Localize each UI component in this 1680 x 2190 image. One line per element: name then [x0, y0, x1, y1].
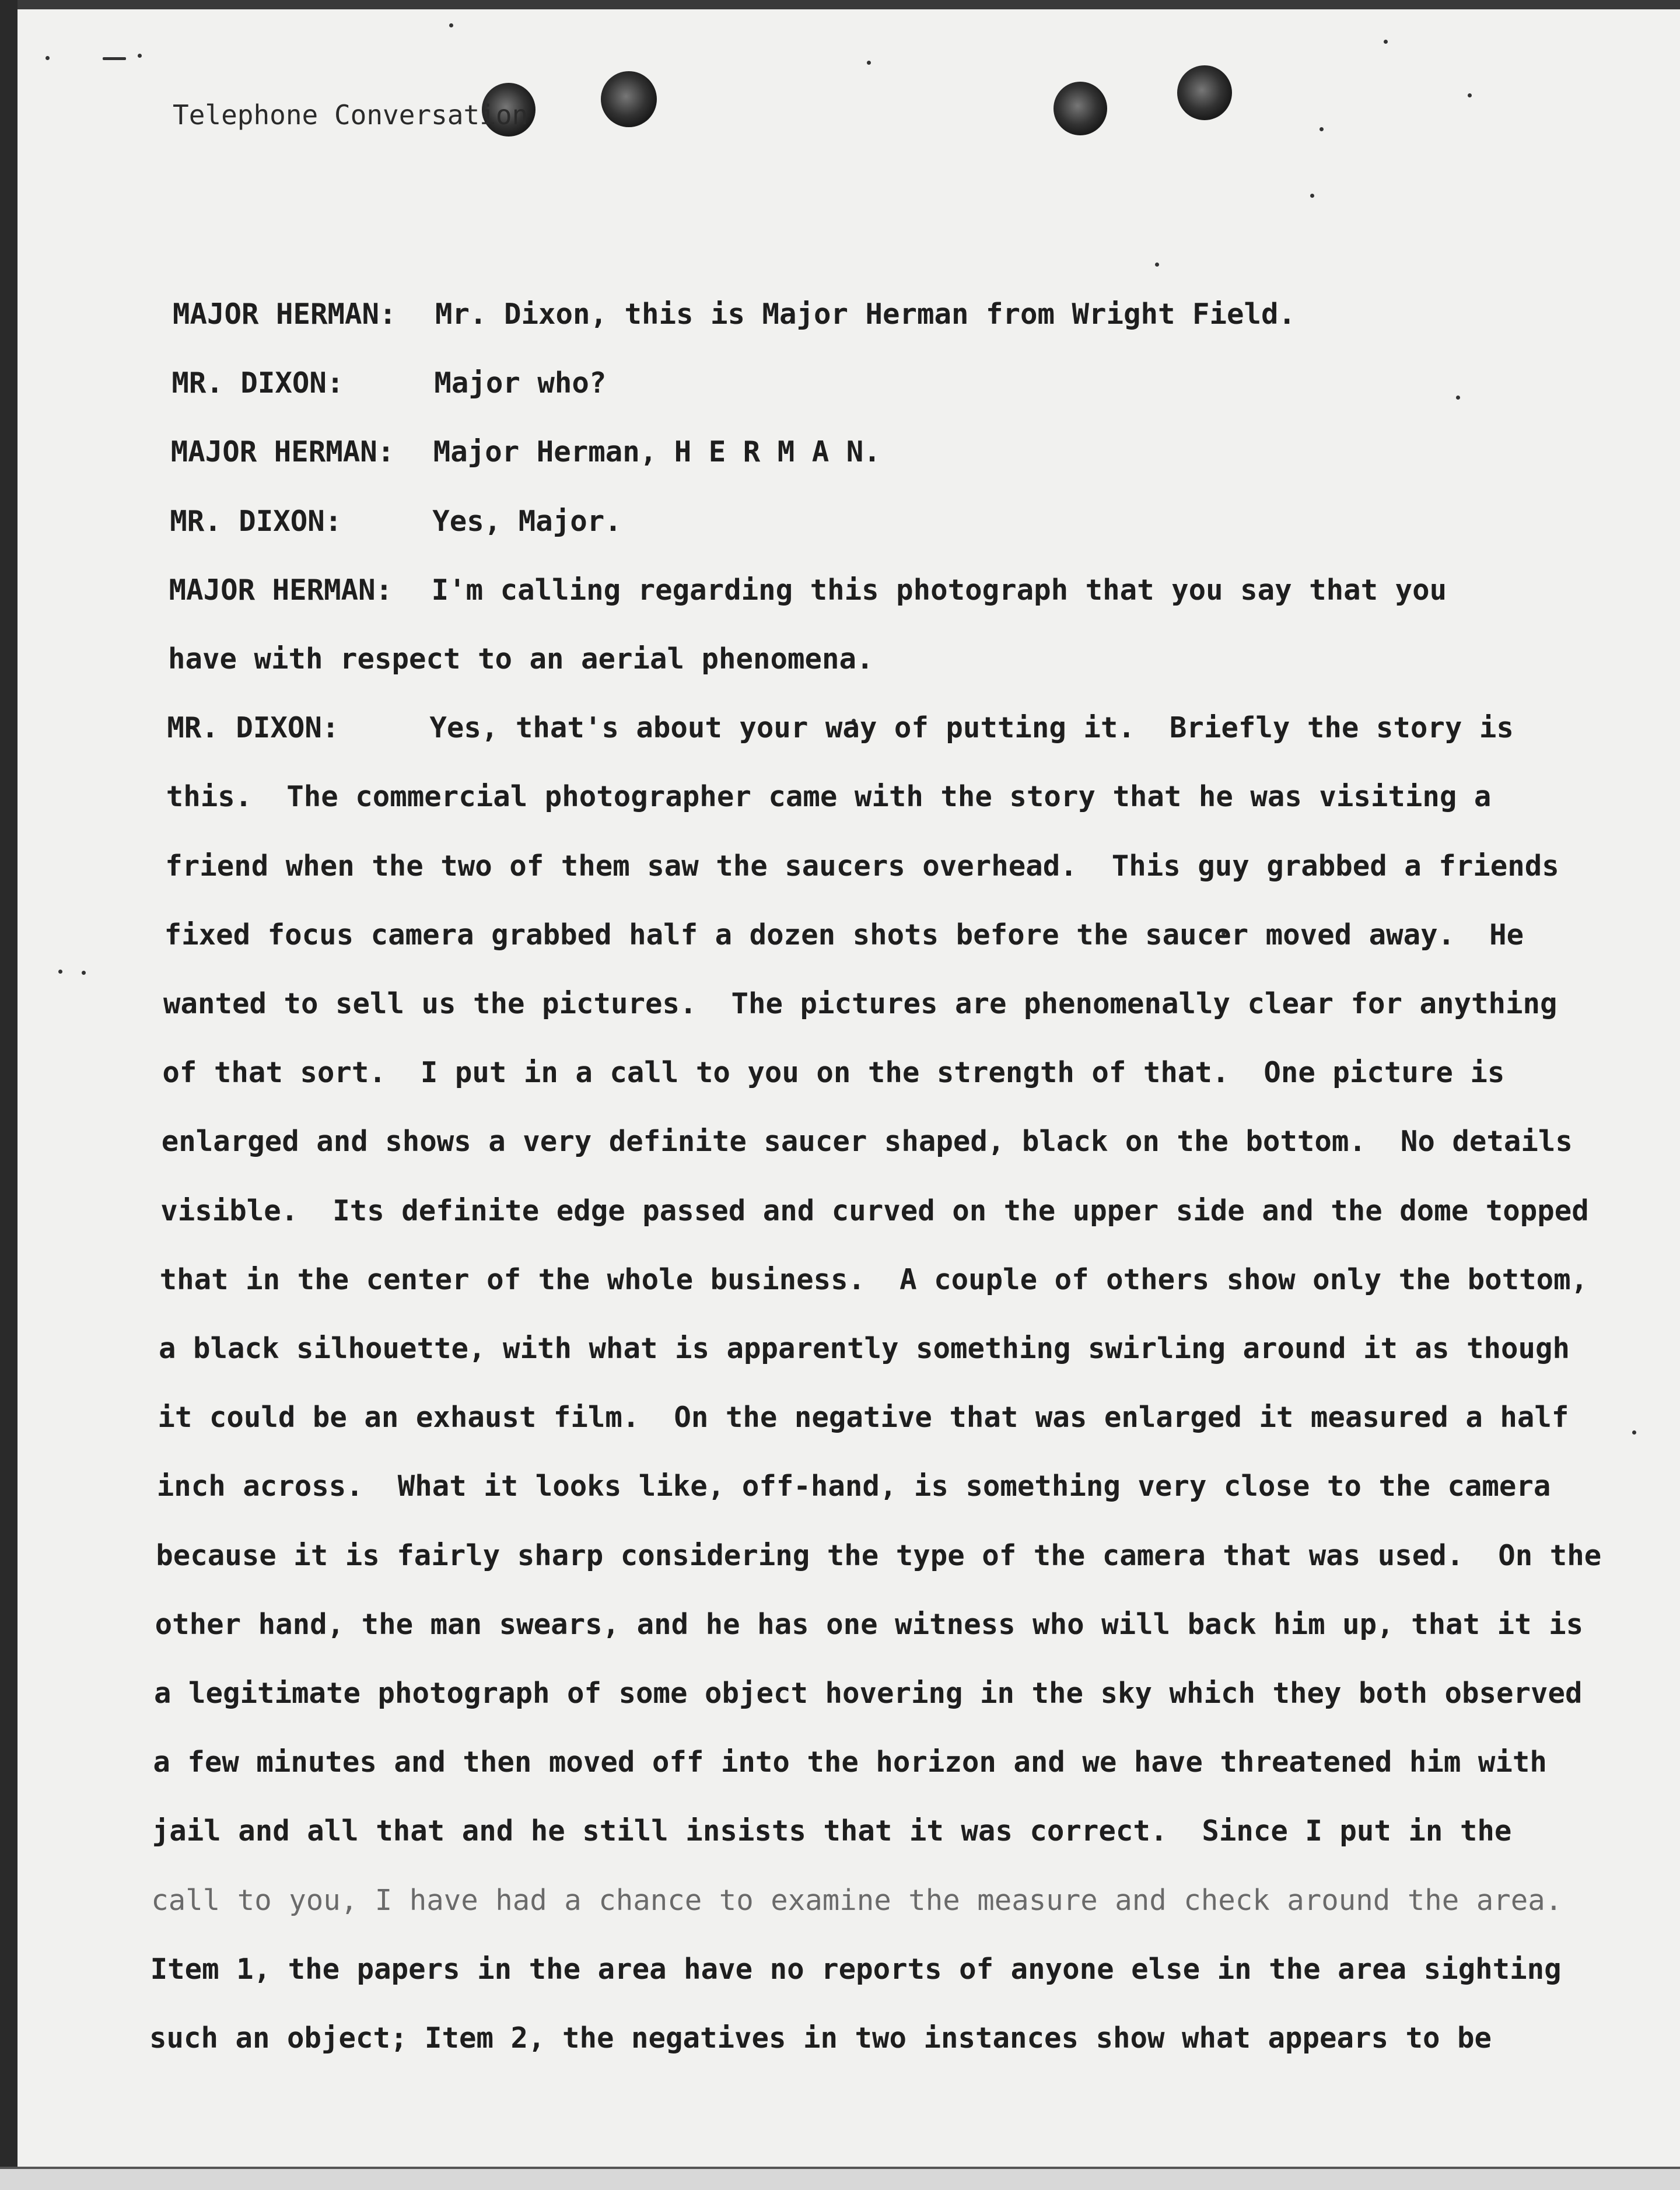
transcript-line — [165, 849, 1559, 883]
line-text: a few minutes and then moved off into the horizon and we have threatened him with — [153, 1745, 1547, 1779]
transcript-line — [152, 1814, 1512, 1848]
line-text: other hand, the man swears, and he has one witness who will back him up, that it is — [155, 1607, 1584, 1641]
line-text: Yes, that's about your way of putting it. Briefly the story is — [429, 711, 1514, 745]
line-text: inch across. What it looks like, off-hand, is something very close to the camera — [156, 1470, 1551, 1503]
line-text: Major Herman, H E R M A N. — [433, 435, 881, 469]
line-text: fixed focus camera grabbed half a dozen shots before the saucer moved away. He — [164, 918, 1524, 951]
line-text: Yes, Major. — [432, 504, 622, 538]
speaker-label: MR. DIXON: — [172, 366, 344, 400]
transcript-line — [170, 505, 622, 538]
speaker-label: MAJOR HERMAN: — [173, 298, 397, 331]
line-text: wanted to sell us the pictures. The pictures are phenomenally clear for anything — [163, 987, 1558, 1020]
transcript-line — [164, 918, 1524, 951]
scan-speck — [1384, 40, 1388, 44]
transcript-line — [155, 1608, 1584, 1641]
line-text: it could be an exhaust film. On the negative that was enlarged it measured a half — [158, 1401, 1569, 1435]
line-text: jail and all that and he still insists that it was correct. Since I put in the — [152, 1814, 1512, 1848]
line-text: because it is fairly sharp considering the type of the camera that was used. On the — [156, 1538, 1602, 1572]
transcript-line — [158, 1401, 1569, 1434]
scan-speck — [1468, 93, 1472, 97]
transcript-line — [160, 1194, 1589, 1227]
scan-speck — [103, 57, 126, 60]
transcript-line — [169, 573, 1447, 607]
scan-speck — [1310, 194, 1314, 198]
scan-speck — [1320, 127, 1324, 131]
punch-hole — [601, 71, 657, 127]
transcript-line — [162, 1056, 1504, 1089]
transcript-line — [163, 987, 1558, 1020]
transcript-line — [153, 1745, 1547, 1779]
scan-speck — [138, 54, 142, 58]
transcript-line — [157, 1470, 1551, 1503]
line-text: I'm calling regarding this photograph that you say that you — [431, 573, 1447, 607]
line-text: a legitimate photograph of some object hovering in the sky which they both observed — [154, 1677, 1583, 1710]
line-text: friend when the two of them saw the saucers overhead. This guy grabbed a friends — [165, 849, 1559, 883]
transcript-line — [168, 642, 874, 676]
line-text: this. The commercial photographer came with the story that he was visiting a — [166, 780, 1492, 814]
transcript-line — [172, 366, 606, 400]
transcript-line — [166, 780, 1492, 813]
line-text: enlarged and shows a very definite saucer shaped, black on the bottom. No details — [161, 1125, 1573, 1159]
line-text: call to you, I have had a chance to examine the measure and check around the area. — [151, 1883, 1563, 1917]
transcript-line — [159, 1332, 1570, 1365]
transcript-line — [160, 1263, 1588, 1296]
transcript-line — [156, 1539, 1601, 1572]
speaker-label: MR. DIXON: — [170, 504, 342, 538]
line-text: Mr. Dixon, this is Major Herman from Wright Field. — [435, 298, 1296, 331]
line-text: visible. Its definite edge passed and curved on the upper side and the dome topped — [160, 1194, 1589, 1227]
punch-hole — [1177, 65, 1232, 120]
scan-bottom-edge — [0, 2169, 1680, 2190]
punch-hole — [1054, 82, 1107, 135]
line-text: have with respect to an aerial phenomena. — [168, 642, 874, 676]
transcript-line — [173, 298, 1296, 331]
line-text: such an object; Item 2, the negatives in two instances show what appears to be — [149, 2021, 1492, 2055]
scan-speck — [449, 23, 453, 27]
transcript-line — [154, 1677, 1583, 1710]
transcript-line — [167, 711, 1514, 744]
line-text: of that sort. I put in a call to you on the strength of that. One picture is — [162, 1056, 1505, 1090]
scan-left-edge — [0, 0, 18, 2190]
scan-speck — [1155, 263, 1159, 267]
transcript-line — [150, 1953, 1562, 1986]
speaker-label: MR. DIXON: — [167, 711, 340, 745]
line-text: that in the center of the whole business. A couple of others show only the bottom, — [159, 1262, 1588, 1296]
line-text: a black silhouette, with what is apparently something swirling around it as though — [159, 1332, 1570, 1365]
scan-speck — [82, 971, 86, 975]
scan-speck — [867, 61, 871, 65]
speaker-label: MAJOR HERMAN: — [170, 435, 395, 469]
transcript-line — [162, 1125, 1573, 1158]
scan-speck — [58, 970, 62, 974]
scan-speck — [46, 56, 50, 60]
scan-speck — [1456, 396, 1460, 400]
transcript-line — [171, 435, 881, 468]
document-heading: Telephone Conversation — [173, 99, 528, 131]
line-text: Item 1, the papers in the area have no reports of anyone else in the area sighting — [150, 1952, 1562, 1986]
transcript-line — [151, 1884, 1562, 1917]
scan-top-edge — [0, 0, 1680, 9]
line-text: Major who? — [434, 366, 607, 400]
transcript-line — [149, 2021, 1492, 2055]
speaker-label: MAJOR HERMAN: — [169, 573, 393, 607]
scan-speck — [1632, 1430, 1636, 1435]
